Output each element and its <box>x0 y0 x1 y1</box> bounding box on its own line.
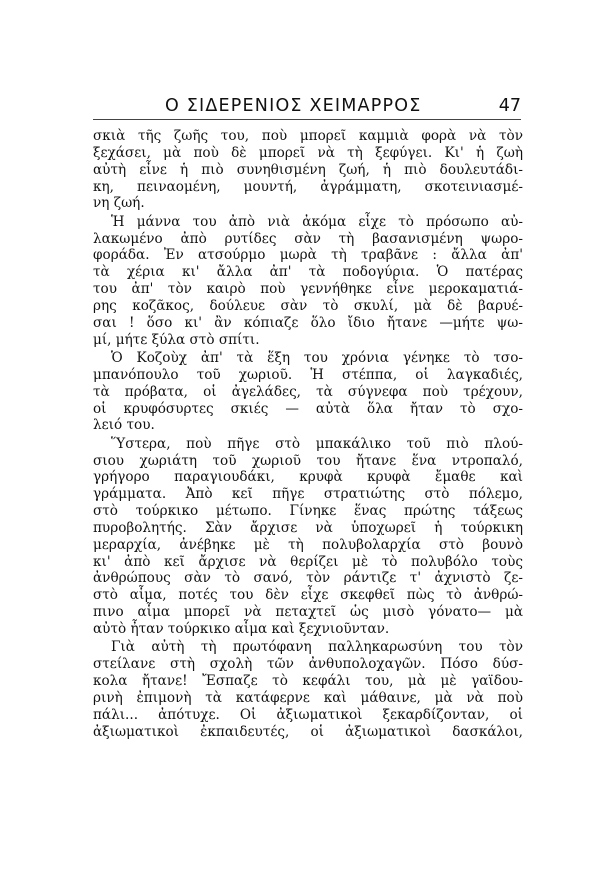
text-line: κι' ἀπὸ κεῖ ἄρχισε νὰ θερίζει μὲ τὸ πολυβόλο τοὺς <box>93 553 523 570</box>
text-line: στείλανε στὴ σχολὴ τῶν ἀνθυπολοχαγῶν. Πόσο δύσ- <box>93 656 523 673</box>
text-line: στὸ αἷμα, ποτές του δὲν εἶχε σκεφθεῖ πὼς τὸ ἀνθρώ- <box>93 587 523 604</box>
text-line: φοράδα. Ἐν ατσούρμο μωρὰ τὴ τραβᾶνε : ἄλλα ἀπ' <box>93 247 523 264</box>
header-rule <box>93 119 521 120</box>
text-line: κολα ἤτανε! Ἔσπαζε τὸ κεφάλι του, μὰ μὲ γαϊδου- <box>93 673 523 689</box>
text-line: νη ζωή. <box>93 195 145 212</box>
text-line: Ὕστερα, ποὺ πῆγε στὸ μπακάλικο τοῦ πιὸ πλού- <box>111 435 523 452</box>
running-title: Ο ΣΙΔΕΡΕΝΙΟΣ ΧΕΙΜΑΡΡΟΣ <box>165 96 422 116</box>
text-line: μί, μήτε ξύλα στὸ σπίτι. <box>93 331 260 348</box>
body-text <box>93 128 523 740</box>
text-line: στὸ τούρκικο μέτωπο. Γίνηκε ἕνας πρώτης τάξεως <box>93 503 523 520</box>
text-line: ρης κοζᾶκος, δούλευε σὰν τὸ σκυλί, μὰ δὲ βαρυέ- <box>93 297 523 314</box>
text-line: αὐτὸ ἦταν τούρκικο αἷμα καὶ ξεχνιοῦνταν. <box>93 620 390 637</box>
text-line: γρήγορο παραγιουδάκι, κρυφὰ κρυφὰ ἔμαθε καὶ <box>93 469 523 486</box>
text-line: ξεχάσει, μὰ ποὺ δὲ μπορεῖ νὰ τὴ ξεφύγει. Κι' ἡ ζωὴ <box>93 144 523 161</box>
text-line: πυροβολητής. Σὰν ἄρχισε νὰ ὑποχωρεῖ ἡ τούρκικη <box>93 519 523 536</box>
paragraph <box>93 128 523 212</box>
page-number: 47 <box>498 96 521 116</box>
text-line: πάλι... ἀπότυχε. Οἱ ἀξιωματικοὶ ξεκαρδίζονταν, οἱ <box>93 706 523 723</box>
text-line: σιου χωριάτη τοῦ χωριοῦ του ἤτανε ἕνα ντροπαλό, <box>93 452 523 469</box>
paragraph <box>93 639 523 740</box>
text-line: αὐτὴ εἶνε ἡ πιὸ συνηθισμένη ζωή, ἡ πιὸ δουλευτάδι- <box>93 161 523 178</box>
text-line: Γιὰ αὐτὴ τὴ πρωτόφανη παλληκαρωσύνη του τὸν <box>111 639 523 656</box>
paragraph <box>93 350 523 434</box>
paragraph <box>93 436 523 638</box>
text-line: οἱ κρυφόσυρτες σκιές — αὐτὰ ὅλα ἤταν τὸ σχο- <box>93 400 523 417</box>
text-line: ρινὴ ἐπιμονὴ τὰ κατάφερνε καὶ μάθαινε, μὰ νὰ ποὺ <box>93 689 523 706</box>
text-line: λακωμένο ἀπὸ ρυτίδες σὰν τὴ βασανισμένη ψωρο- <box>93 230 523 247</box>
text-line: τὰ χέρια κι' ἄλλα ἀπ' τὰ ποδογύρια. Ὁ πατέρας <box>93 264 523 281</box>
running-head <box>93 95 521 117</box>
text-line: μπανόπουλο τοῦ χωριοῦ. Ἡ στέππα, οἱ λαγκαδιές, <box>93 366 523 383</box>
text-line: μεραρχία, ἀνέβηκε μὲ τὴ πολυβολαρχία στὸ βουνὸ <box>93 536 523 553</box>
text-line: γράμματα. Ἀπὸ κεῖ πῆγε στρατιώτης στὸ πόλεμο, <box>93 486 523 503</box>
text-line: λειό του. <box>93 417 155 434</box>
text-line: τὰ πρόβατα, οἱ ἀγελάδες, τὰ σύγνεφα ποὺ τρέχουν, <box>93 383 523 400</box>
text-line: Ὁ Κοζοὺχ ἀπ' τὰ ἕξη του χρόνια γένηκε τὸ τσο- <box>111 349 523 366</box>
text-line: κη, πειναομένη, μουντή, ἀγράμματη, σκοτεινιασμέ- <box>93 178 523 195</box>
text-line: Ἡ μάννα του ἀπὸ νιὰ ἀκόμα εἶχε τὸ πρόσωπο αὐ- <box>111 213 523 230</box>
text-line: σαι ! ὅσο κι' ἂν κόπιαζε ὅλο ἴδιο ἤτανε —μήτε ψω- <box>93 314 523 331</box>
text-line: του ἀπ' τὸν καιρὸ ποὺ γεννήθηκε εἶνε μεροκαματιά- <box>93 281 523 298</box>
text-line: ἀνθρώπους σὰν τὸ σανό, τὸν ράντιζε τ' ἀχνιστὸ ζε- <box>93 570 523 587</box>
text-line: σκιὰ τῆς ζωῆς του, ποὺ μπορεῖ καμμιὰ φορὰ νὰ τὸν <box>93 128 523 144</box>
paragraph <box>93 214 523 349</box>
text-line: πινο αἷμα μπορεῖ νὰ πεταχτεῖ ὡς μισὸ γόνατο— μὰ <box>93 604 523 621</box>
text-line: ἀξιωματικοὶ ἐκπαιδευτές, οἱ ἀξιωματικοὶ δασκάλοι, <box>93 723 523 740</box>
